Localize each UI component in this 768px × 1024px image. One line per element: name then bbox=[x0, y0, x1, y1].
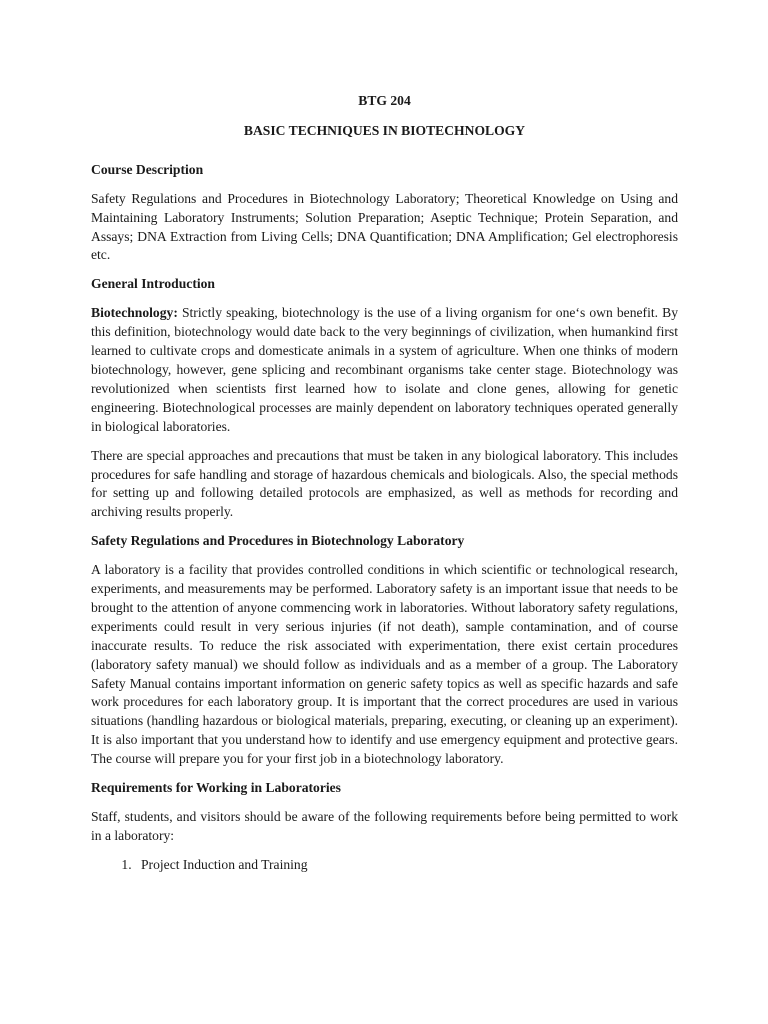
requirements-heading: Requirements for Working in Laboratories bbox=[91, 780, 341, 796]
approaches-paragraph: There are special approaches and precautions that must be taken in any biological laboratory. This includes procedures for safe handling and storage of hazardous chemicals and biologicals. Also, the special methods for setting up and following detailed protocols are emphasized, as well as methods for recording and archiving results properly. bbox=[91, 447, 678, 520]
course-description-text: Safety Regulations and Procedures in Biotechnology Laboratory; Theoretical Knowledge on Using and Maintaining Laboratory Instruments; Solution Preparation; Aseptic Technique; Protein Separation, and Assays; DNA Extraction from Living Cells; DNA Quantification; DNA Amplification; Gel electrophoresis etc. bbox=[91, 190, 678, 263]
safety-paragraph: A laboratory is a facility that provides controlled conditions in which scientific or technological research, experiments, and measurements may be performed. Laboratory safety is an important issue that needs to be brought to the attention of anyone commencing work in laboratories. Without laboratory safety regulations, experiments could result in very serious injuries (if not death), sample contamination, and of course inaccurate results. To reduce the risk associated with experimentation, there exist certain procedures (laboratory safety manual) we should follow as individuals and as a member of a group. The Laboratory Safety Manual contains important information on generic safety topics as well as specific hazards and safe work procedures for each laboratory group. It is important that the correct procedures are used in various situations (handling hazardous or biological materials, preparing, executing, or cleaning up an experiment). It is also important that you understand how to identify and use emergency equipment and protective gears. The course will prepare you for your first job in a biotechnology laboratory. bbox=[91, 562, 678, 767]
course-description-heading: Course Description bbox=[91, 161, 204, 177]
document-page bbox=[91, 92, 678, 875]
general-introduction-heading: General Introduction bbox=[91, 276, 215, 292]
biotechnology-paragraph bbox=[91, 304, 678, 436]
biotechnology-definition: Strictly speaking, biotechnology is the use of a living organism for one‘s own benefit. By this definition, biotechnology would date back to the very beginnings of civilization, when humankind first learned to cultivate crops and domesticate animals in a system of agriculture. When one thinks of modern biotechnology, however, gene splicing and recombinant organisms take center stage. Biotechnology was revolutionized when scientists first learned how to isolate and clone genes, allowing for genetic engineering. Biotechnological processes are mainly dependent on laboratory techniques operated generally in biological laboratories. bbox=[91, 305, 678, 434]
safety-heading: Safety Regulations and Procedures in Biotechnology Laboratory bbox=[91, 533, 465, 549]
biotechnology-term: Biotechnology: bbox=[91, 305, 178, 321]
requirements-list bbox=[91, 856, 678, 875]
list-item: 1. Project Induction and Training bbox=[135, 856, 678, 875]
course-code: BTG 204 bbox=[358, 93, 411, 108]
requirements-paragraph: Staff, students, and visitors should be aware of the following requirements before being permitted to work in a laboratory: bbox=[91, 809, 678, 843]
course-title: BASIC TECHNIQUES IN BIOTECHNOLOGY bbox=[243, 122, 526, 138]
